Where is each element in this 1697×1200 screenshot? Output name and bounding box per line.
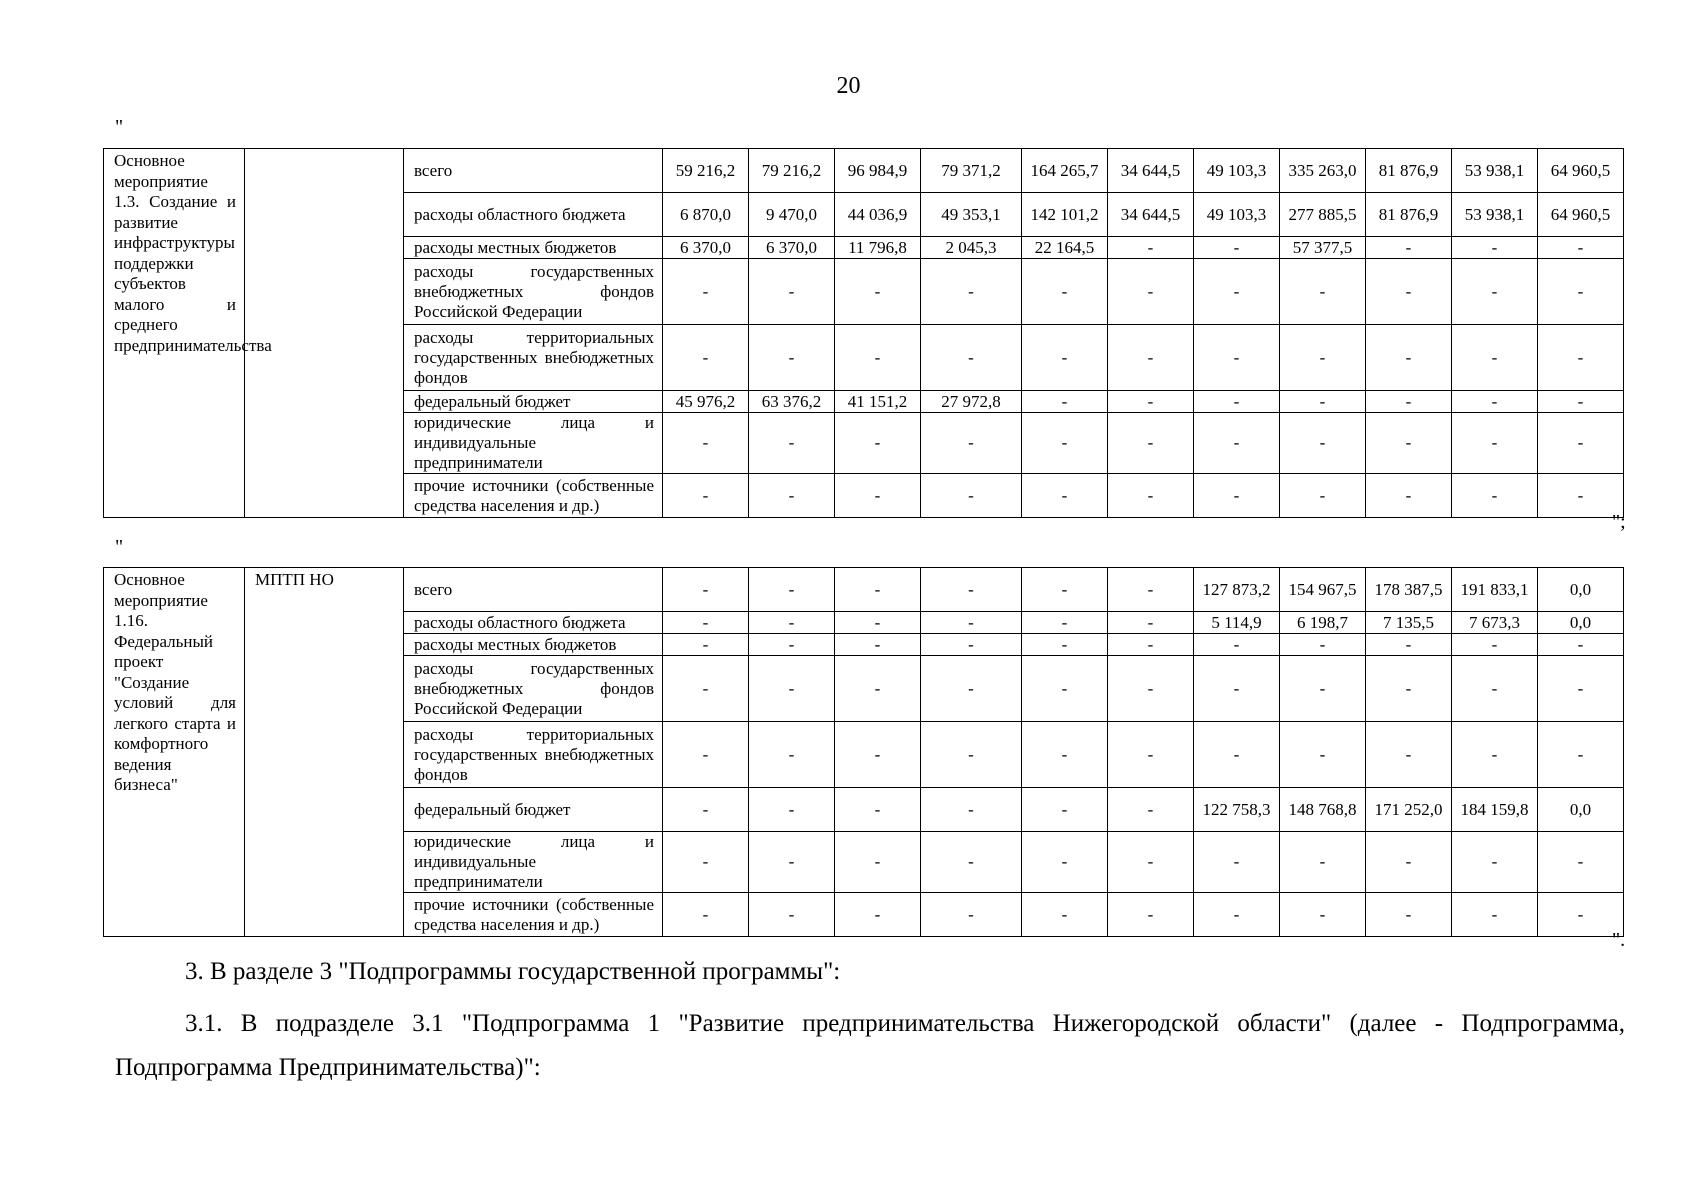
amount-cell: -: [1280, 259, 1366, 325]
amount-cell: -: [1538, 893, 1624, 937]
amount-cell: -: [663, 832, 749, 893]
amount-cell: 79 216,2: [749, 149, 835, 193]
amount-cell: -: [663, 612, 749, 634]
paragraph-text: 3.1. В подразделе 3.1 "Подпрограмма 1 "Развитие предпринимательства Нижегородской области" (далее - Подпрограмма, Подпрограмма Предпринимательства)":: [115, 1010, 1625, 1081]
amount-cell: 6 870,0: [663, 193, 749, 237]
amount-cell: -: [663, 325, 749, 391]
amount-cell: -: [835, 722, 921, 788]
amount-cell: -: [835, 612, 921, 634]
amount-cell: -: [749, 722, 835, 788]
amount-cell: -: [1452, 832, 1538, 893]
funding-source-label: расходы местных бюджетов: [404, 237, 663, 259]
amount-cell: -: [835, 413, 921, 474]
amount-cell: -: [749, 474, 835, 518]
amount-cell: -: [1366, 237, 1452, 259]
amount-cell: -: [921, 893, 1022, 937]
event-name-cell: Основное мероприятие 1.16. Федеральный проект "Создание условий для легкого старта и комфортного ведения бизнеса": [104, 568, 245, 937]
amount-cell: -: [835, 656, 921, 722]
amount-cell: -: [921, 832, 1022, 893]
amount-cell: -: [921, 259, 1022, 325]
amount-cell: -: [1108, 656, 1194, 722]
amount-cell: -: [1538, 237, 1624, 259]
page-number: 20: [836, 73, 861, 99]
amount-cell: -: [1022, 568, 1108, 612]
table-body: [104, 149, 1624, 518]
amount-cell: -: [749, 612, 835, 634]
funding-source-label: расходы территориальных государственных внебюджетных фондов: [404, 722, 663, 788]
amount-cell: 81 876,9: [1366, 193, 1452, 237]
amount-cell: 49 103,3: [1194, 149, 1280, 193]
amount-cell: 27 972,8: [921, 391, 1022, 413]
amount-cell: -: [1280, 474, 1366, 518]
closing-quote: ";: [1612, 511, 1626, 533]
amount-cell: -: [1538, 259, 1624, 325]
amount-cell: -: [663, 474, 749, 518]
amount-cell: -: [1280, 656, 1366, 722]
amount-cell: -: [1194, 722, 1280, 788]
amount-cell: 122 758,3: [1194, 788, 1280, 832]
amount-cell: -: [749, 788, 835, 832]
amount-cell: -: [663, 634, 749, 656]
amount-cell: -: [749, 568, 835, 612]
funding-source-label: всего: [404, 568, 663, 612]
amount-cell: 63 376,2: [749, 391, 835, 413]
amount-cell: -: [1366, 634, 1452, 656]
amount-cell: 164 265,7: [1022, 149, 1108, 193]
amount-cell: -: [663, 413, 749, 474]
amount-cell: -: [921, 568, 1022, 612]
table-row: [104, 149, 1624, 193]
amount-cell: 6 370,0: [663, 237, 749, 259]
amount-cell: 22 164,5: [1022, 237, 1108, 259]
amount-cell: -: [663, 259, 749, 325]
amount-cell: -: [1538, 656, 1624, 722]
amount-cell: -: [835, 325, 921, 391]
amount-cell: -: [1108, 413, 1194, 474]
amount-cell: 178 387,5: [1366, 568, 1452, 612]
funding-source-label: расходы областного бюджета: [404, 193, 663, 237]
paragraph-section-3: [115, 950, 1625, 994]
funding-source-label: прочие источники (собственные средства населения и др.): [404, 474, 663, 518]
amount-cell: -: [1108, 391, 1194, 413]
amount-cell: -: [1452, 634, 1538, 656]
amount-cell: -: [749, 832, 835, 893]
amount-cell: -: [1538, 391, 1624, 413]
amount-cell: -: [921, 722, 1022, 788]
amount-cell: -: [1108, 568, 1194, 612]
amount-cell: -: [1452, 722, 1538, 788]
amount-cell: -: [1022, 893, 1108, 937]
funding-source-label: расходы государственных внебюджетных фондов Российской Федерации: [404, 259, 663, 325]
amount-cell: 41 151,2: [835, 391, 921, 413]
amount-cell: -: [1366, 832, 1452, 893]
amount-cell: -: [1452, 237, 1538, 259]
amount-cell: -: [1366, 722, 1452, 788]
amount-cell: -: [1194, 259, 1280, 325]
executor-cell: МПТП НО: [245, 568, 404, 937]
amount-cell: -: [663, 788, 749, 832]
amount-cell: 0,0: [1538, 568, 1624, 612]
amount-cell: 184 159,8: [1452, 788, 1538, 832]
amount-cell: -: [749, 893, 835, 937]
funding-source-label: расходы областного бюджета: [404, 612, 663, 634]
amount-cell: 53 938,1: [1452, 149, 1538, 193]
table-body: [104, 568, 1624, 937]
amount-cell: -: [835, 634, 921, 656]
amount-cell: -: [1194, 391, 1280, 413]
amount-cell: -: [1366, 259, 1452, 325]
amount-cell: -: [663, 893, 749, 937]
amount-cell: -: [1022, 634, 1108, 656]
amount-cell: -: [1022, 413, 1108, 474]
paragraph-text: 3. В разделе 3 "Подпрограммы государственной программы":: [185, 958, 841, 985]
amount-cell: 277 885,5: [1280, 193, 1366, 237]
amount-cell: -: [1280, 413, 1366, 474]
amount-cell: -: [835, 832, 921, 893]
amount-cell: -: [1452, 391, 1538, 413]
amount-cell: -: [1366, 893, 1452, 937]
amount-cell: 53 938,1: [1452, 193, 1538, 237]
paragraph-section-3-1: [115, 1002, 1625, 1090]
amount-cell: 44 036,9: [835, 193, 921, 237]
amount-cell: -: [1194, 474, 1280, 518]
amount-cell: -: [1108, 612, 1194, 634]
amount-cell: 191 833,1: [1452, 568, 1538, 612]
amount-cell: 335 263,0: [1280, 149, 1366, 193]
amount-cell: 171 252,0: [1366, 788, 1452, 832]
amount-cell: 96 984,9: [835, 149, 921, 193]
amount-cell: -: [921, 325, 1022, 391]
amount-cell: -: [1452, 413, 1538, 474]
amount-cell: 64 960,5: [1538, 193, 1624, 237]
closing-quote: ".: [1612, 929, 1626, 951]
amount-cell: 154 967,5: [1280, 568, 1366, 612]
amount-cell: -: [1022, 474, 1108, 518]
amount-cell: -: [921, 474, 1022, 518]
amount-cell: -: [663, 568, 749, 612]
amount-cell: -: [1366, 391, 1452, 413]
amount-cell: -: [921, 413, 1022, 474]
amount-cell: -: [1108, 893, 1194, 937]
amount-cell: -: [1366, 474, 1452, 518]
amount-cell: -: [663, 656, 749, 722]
amount-cell: -: [1538, 832, 1624, 893]
amount-cell: -: [1280, 722, 1366, 788]
amount-cell: -: [1194, 237, 1280, 259]
amount-cell: -: [1538, 325, 1624, 391]
funding-source-label: прочие источники (собственные средства населения и др.): [404, 893, 663, 937]
amount-cell: 57 377,5: [1280, 237, 1366, 259]
amount-cell: -: [1280, 893, 1366, 937]
amount-cell: 0,0: [1538, 788, 1624, 832]
amount-cell: -: [749, 259, 835, 325]
amount-cell: -: [749, 656, 835, 722]
amount-cell: 49 353,1: [921, 193, 1022, 237]
amount-cell: -: [1452, 474, 1538, 518]
funding-source-label: федеральный бюджет: [404, 788, 663, 832]
amount-cell: 49 103,3: [1194, 193, 1280, 237]
amount-cell: -: [1452, 656, 1538, 722]
amount-cell: -: [1022, 391, 1108, 413]
amount-cell: -: [1366, 413, 1452, 474]
amount-cell: -: [1280, 325, 1366, 391]
amount-cell: 142 101,2: [1022, 193, 1108, 237]
amount-cell: -: [835, 474, 921, 518]
amount-cell: -: [1022, 656, 1108, 722]
amount-cell: 34 644,5: [1108, 193, 1194, 237]
opening-quote: ": [115, 536, 124, 558]
amount-cell: -: [1452, 325, 1538, 391]
amount-cell: -: [663, 722, 749, 788]
executor-cell: [245, 149, 404, 518]
amount-cell: -: [1108, 325, 1194, 391]
amount-cell: -: [1194, 656, 1280, 722]
amount-cell: -: [835, 788, 921, 832]
amount-cell: -: [1452, 893, 1538, 937]
amount-cell: -: [1022, 788, 1108, 832]
budget-table-event-1-16: [103, 567, 1624, 937]
amount-cell: -: [1022, 722, 1108, 788]
amount-cell: -: [1108, 634, 1194, 656]
amount-cell: -: [1280, 634, 1366, 656]
amount-cell: -: [1022, 612, 1108, 634]
amount-cell: -: [1538, 634, 1624, 656]
funding-source-label: юридические лица и индивидуальные предприниматели: [404, 832, 663, 893]
amount-cell: -: [1194, 893, 1280, 937]
amount-cell: -: [749, 634, 835, 656]
amount-cell: -: [749, 325, 835, 391]
opening-quote: ": [115, 116, 124, 138]
amount-cell: -: [1194, 832, 1280, 893]
table-row: [104, 568, 1624, 612]
amount-cell: 81 876,9: [1366, 149, 1452, 193]
amount-cell: -: [1194, 325, 1280, 391]
amount-cell: 127 873,2: [1194, 568, 1280, 612]
amount-cell: -: [835, 893, 921, 937]
amount-cell: -: [1452, 259, 1538, 325]
amount-cell: -: [921, 788, 1022, 832]
amount-cell: 64 960,5: [1538, 149, 1624, 193]
amount-cell: 59 216,2: [663, 149, 749, 193]
amount-cell: 7 135,5: [1366, 612, 1452, 634]
amount-cell: 2 045,3: [921, 237, 1022, 259]
funding-source-label: расходы местных бюджетов: [404, 634, 663, 656]
amount-cell: 6 198,7: [1280, 612, 1366, 634]
amount-cell: -: [921, 612, 1022, 634]
amount-cell: -: [1108, 722, 1194, 788]
amount-cell: -: [749, 413, 835, 474]
amount-cell: -: [921, 656, 1022, 722]
amount-cell: -: [1022, 325, 1108, 391]
amount-cell: -: [1108, 237, 1194, 259]
amount-cell: 148 768,8: [1280, 788, 1366, 832]
amount-cell: -: [1538, 722, 1624, 788]
amount-cell: 6 370,0: [749, 237, 835, 259]
amount-cell: -: [1022, 259, 1108, 325]
amount-cell: -: [1108, 832, 1194, 893]
amount-cell: -: [835, 259, 921, 325]
amount-cell: 0,0: [1538, 612, 1624, 634]
amount-cell: -: [1194, 413, 1280, 474]
amount-cell: -: [1108, 474, 1194, 518]
amount-cell: -: [921, 634, 1022, 656]
funding-source-label: федеральный бюджет: [404, 391, 663, 413]
amount-cell: -: [1538, 474, 1624, 518]
amount-cell: -: [1022, 832, 1108, 893]
amount-cell: -: [1280, 832, 1366, 893]
funding-source-label: всего: [404, 149, 663, 193]
amount-cell: -: [835, 568, 921, 612]
funding-source-label: расходы территориальных государственных внебюджетных фондов: [404, 325, 663, 391]
amount-cell: -: [1280, 391, 1366, 413]
amount-cell: 34 644,5: [1108, 149, 1194, 193]
funding-source-label: расходы государственных внебюджетных фондов Российской Федерации: [404, 656, 663, 722]
funding-source-label: юридические лица и индивидуальные предприниматели: [404, 413, 663, 474]
amount-cell: -: [1194, 634, 1280, 656]
amount-cell: 45 976,2: [663, 391, 749, 413]
amount-cell: 79 371,2: [921, 149, 1022, 193]
budget-table-event-1-3: [103, 148, 1624, 518]
amount-cell: -: [1108, 259, 1194, 325]
amount-cell: 9 470,0: [749, 193, 835, 237]
amount-cell: -: [1108, 788, 1194, 832]
amount-cell: 11 796,8: [835, 237, 921, 259]
event-name-cell: Основное мероприятие 1.3. Создание и развитие инфраструктуры поддержки субъектов малого и среднего предпринимательства: [104, 149, 245, 518]
amount-cell: -: [1366, 325, 1452, 391]
amount-cell: -: [1538, 413, 1624, 474]
amount-cell: -: [1366, 656, 1452, 722]
amount-cell: 5 114,9: [1194, 612, 1280, 634]
amount-cell: 7 673,3: [1452, 612, 1538, 634]
